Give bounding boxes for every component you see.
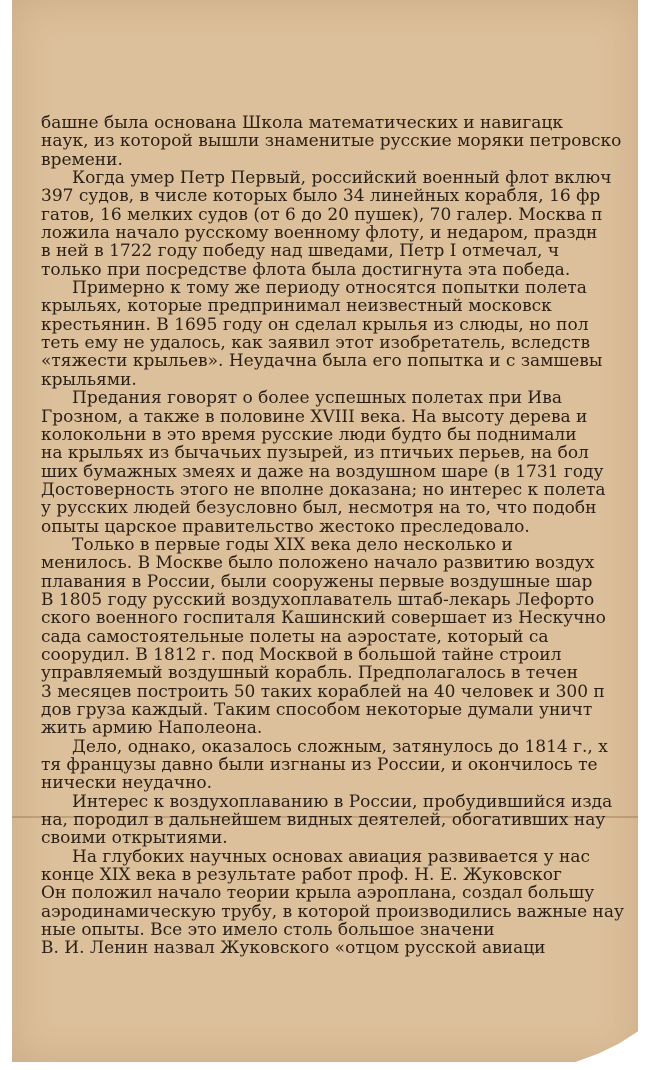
text-line: теть ему не удалось, как заявил этот изобретатель, вследств (41, 333, 591, 354)
text-line: дов груза каждый. Таким способом некоторые думали уничт (41, 700, 593, 720)
text-line: Дело, однако, оказалось сложным, затянулось до 1814 г., х (72, 736, 608, 757)
text-line: опыты царское правительство жестоко преследовало. (41, 516, 530, 537)
text-line: аэродинамическую трубу, в которой производились важные нау (41, 901, 625, 922)
text-line: На глубоких научных основах авиация развивается у нас (72, 846, 591, 867)
text-line: Достоверность этого не вполне доказана; но интерес к полета (41, 479, 606, 500)
text-line: колокольни в это время русские люди будто бы поднимали (41, 424, 577, 445)
text-line: управляемый воздушный корабль. Предполагалось в течен (41, 663, 578, 684)
text-line: менилось. В Москве было положено начало развитию воздух (41, 553, 595, 574)
text-line: Интерес к воздухоплаванию в России, пробудившийся изда (72, 791, 613, 812)
text-line: ложила начало русскому военному флоту, и недаром, праздн (41, 223, 598, 244)
text-line: наук, из которой вышли знаменитые русские моряки петровско (41, 131, 622, 152)
text-line: жить армию Наполеона. (41, 718, 263, 739)
text-line: в ней в 1722 году победу над шведами, Петр I отмечал, ч (41, 241, 560, 262)
text-line: 397 судов, в числе которых было 34 линейных корабля, 16 фр (41, 186, 601, 207)
text-line: на, породил в дальнейшем видных деятелей, обогативших нау (41, 810, 606, 831)
text-line: у русских людей безусловно был, несмотря на то, что подобн (41, 498, 597, 519)
text-line: Он положил начало теории крыла аэроплана, создал большу (41, 883, 595, 904)
text-line: нически неудачно. (41, 773, 213, 794)
text-line: только при посредстве флота была достигнута эта победа. (41, 259, 571, 280)
text-line: Только в первые годы XIX века дело несколько и (72, 534, 513, 555)
text-line: В 1805 году русский воздухоплаватель штаб-лекарь Лефорто (41, 589, 595, 610)
text-line: гатов, 16 мелких судов (от 6 до 20 пушек), 70 галер. Москва п (41, 204, 603, 225)
text-line: своими открытиями. (41, 828, 228, 849)
text-line: тя французы давно были изгнаны из России, и окончилось те (41, 755, 598, 776)
text-line: Примерно к тому же периоду относятся попытки полета (72, 278, 587, 299)
text-line: ших бумажных змеях и даже на воздушном шаре (в 1731 году (41, 461, 604, 482)
text-line: на крыльях из бычачьих пузырей, из птичьих перьев, на бол (41, 443, 589, 464)
text-block (41, 114, 638, 958)
torn-corner (570, 1030, 638, 1062)
text-line: В. И. Ленин назвал Жуковского «отцом русской авиаци (41, 938, 546, 959)
text-line: крыльями. (41, 369, 137, 390)
text-line: конце XIX века в результате работ проф. Н. Е. Жуковског (41, 865, 562, 886)
text-line: соорудил. В 1812 г. под Москвой в большой тайне строил (41, 644, 562, 665)
text-line: 3 месяцев построить 50 таких кораблей на 40 человек и 300 п (41, 681, 605, 702)
text-line: «тяжести крыльев». Неудачна была его попытка и с замшевы (41, 351, 603, 372)
text-line: ского военного госпиталя Кашинский совершает из Нескучно (41, 608, 606, 629)
text-line: ные опыты. Все это имело столь большое значени (41, 920, 495, 941)
text-line: Предания говорят о более успешных полетах при Ива (72, 388, 562, 409)
text-line: крестьянин. В 1695 году он сделал крылья из слюды, но пол (41, 314, 589, 335)
paper-page (12, 0, 638, 1062)
text-line: сада самостоятельные полеты на аэростате, который са (41, 626, 549, 647)
text-line: башне была основана Школа математических и навигацк (41, 113, 563, 133)
text-line: Грозном, а также в половине XVIII века. На высоту дерева и (41, 406, 588, 427)
text-line: времени. (41, 149, 123, 170)
text-line: плавания в России, были сооружены первые воздушные шар (41, 571, 593, 592)
text-line: крыльях, которые предпринимал неизвестный московск (41, 296, 552, 317)
text-line: Когда умер Петр Первый, российский военный флот включ (72, 168, 612, 189)
